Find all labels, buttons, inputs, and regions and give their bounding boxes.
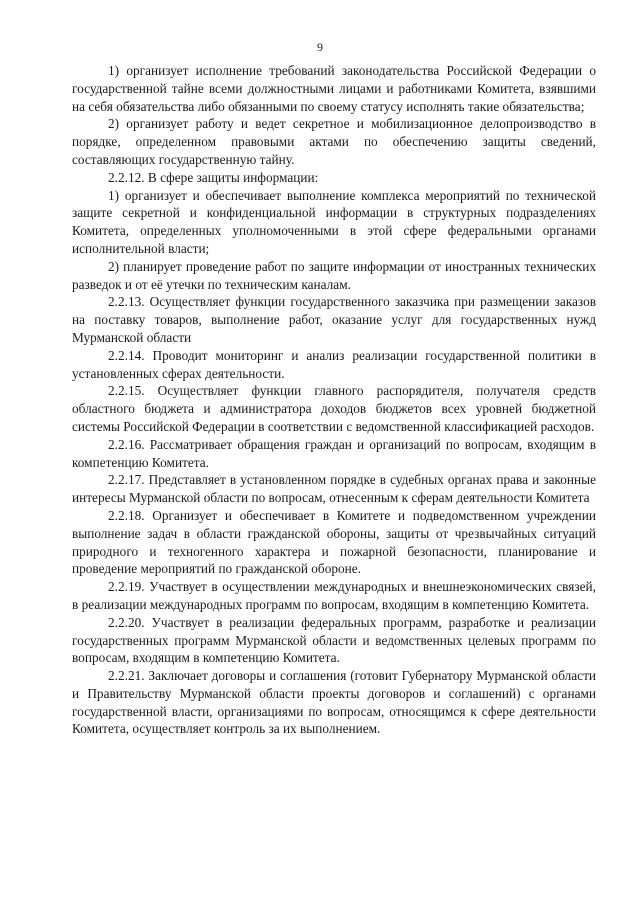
paragraph: 2.2.16. Рассматривает обращения граждан и организаций по вопросам, входящим в компетенцию Комитета.	[72, 436, 596, 470]
paragraph: 2.2.18. Организует и обеспечивает в Комитете и подведомственном учреждении выполнение задач в области гражданской обороны, защиты от чрезвычайных ситуаций природного и техногенного характера и пожарной безопасности, планирование и проведение мероприятий по гражданской обороне.	[72, 507, 596, 577]
paragraph: 2.2.14. Проводит мониторинг и анализ реализации государственной политики в установленных сферах деятельности.	[72, 347, 596, 381]
document-body	[72, 62, 596, 738]
paragraph: 2.2.21. Заключает договоры и соглашения (готовит Губернатору Мурманской области и Правительству Мурманской области проекты договоров и соглашений) с органами государственной власти, организациями по вопросам, относящимся к сфере деятельности Комитета, осуществляет контроль за их выполнением.	[72, 668, 596, 737]
paragraph: 2.2.17. Представляет в установленном порядке в судебных органах права и законные интересы Мурманской области по вопросам, отнесенным к сферам деятельности Комитета	[72, 472, 596, 506]
paragraph: 2.2.15. Осуществляет функции главного распорядителя, получателя средств областного бюджета и администратора доходов бюджетов всех уровней бюджетной системы Российской Федерации в соответствии с ведомственной классификацией расходов.	[72, 383, 596, 434]
paragraph: 1) организует и обеспечивает выполнение комплекса мероприятий по технической защите секретной и конфиденциальной информации в структурных подразделениях Комитета, определенных уполномоченными в этой сфере федеральными органами исполнительной власти;	[72, 187, 596, 256]
section-heading: 2.2.12. В сфере защиты информации:	[108, 169, 319, 185]
paragraph: 1) организует исполнение требований законодательства Российской Федерации о государственной тайне всеми должностными лицами и работниками Комитета, взявшими на себя обязательства либо обязанными по своему статусу исполнять такие обязательства;	[72, 63, 596, 114]
paragraph: 2.2.19. Участвует в осуществлении международных и внешнеэкономических связей, в реализации международных программ по вопросам, входящим в компетенцию Комитета.	[72, 579, 596, 612]
paragraph: 2.2.13. Осуществляет функции государственного заказчика при размещении заказов на поставку товаров, выполнение работ, оказание услуг для государственных нужд Мурманской области	[72, 294, 596, 345]
page-number: 9	[317, 40, 323, 54]
paragraph: 2.2.20. Участвует в реализации федеральных программ, разработке и реализации государственных программ Мурманской области и ведомственных целевых программ по вопросам, входящим в компетенцию Комитета.	[72, 614, 596, 666]
paragraph: 2) планирует проведение работ по защите информации от иностранных технических разведок и от её утечки по техническим каналам.	[72, 258, 596, 292]
paragraph: 2) организует работу и ведет секретное и мобилизационное делопроизводство в порядке, определенном правовыми актами по обеспечению защиты сведений, составляющих государственную тайну.	[72, 116, 596, 167]
